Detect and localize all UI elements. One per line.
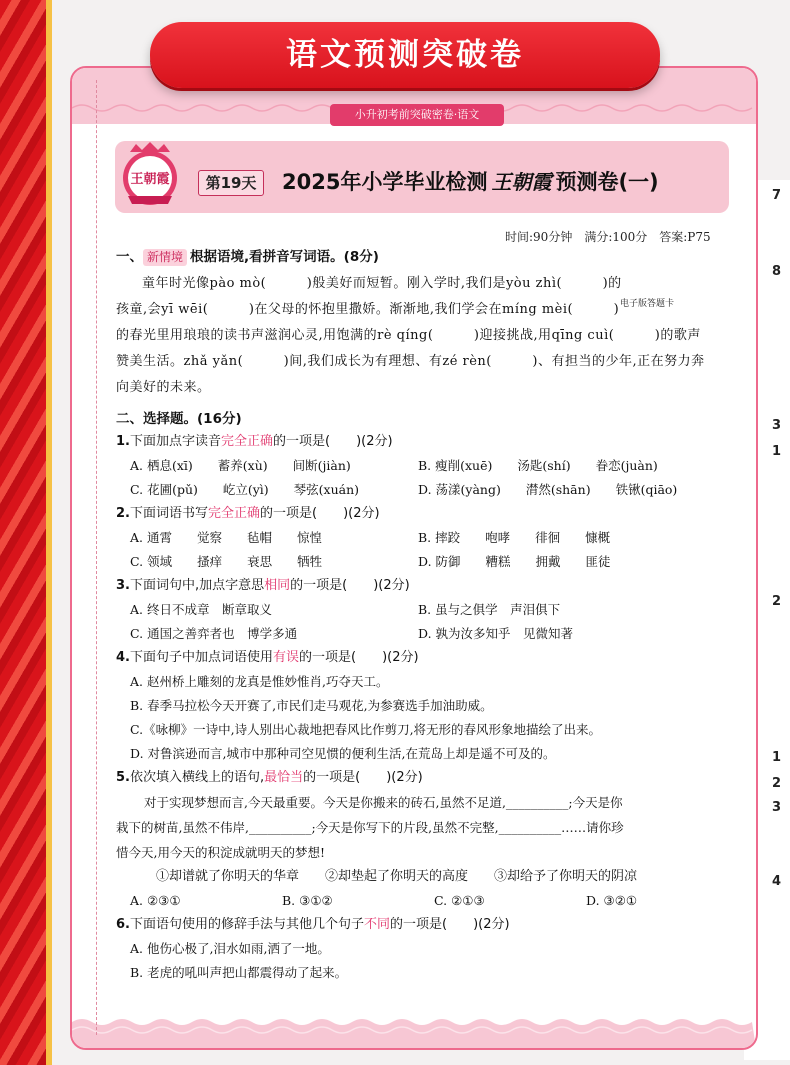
edge-char: 3 [772, 800, 782, 815]
section1-line: 孩童,会yī wēi( )在父母的怀抱里撒娇。渐渐地,我们学会在míng mèi( ) [116, 302, 620, 317]
option-row: A. 栖息(xī) 蓄养(xù) 间断(jiàn) B. 瘦削(xuē) 汤匙(shí) 眷恋(juàn) [130, 458, 658, 473]
section1-heading: 一、 新情境 根据语境,看拼音写词语。(8分) [116, 249, 379, 265]
option-line: C.《咏柳》一诗中,诗人别出心裁地把春风比作剪刀,将无形的春风形象地描绘了出来。 [130, 722, 602, 737]
section1-line: 的春光里用琅琅的读书声滋润心灵,用饱满的rè qíng( )迎接挑战,用qīng cuì( )的歌声 [116, 328, 701, 343]
question-1: 1.下面加点字读音完全正确的一项是( )(2分) [116, 434, 393, 449]
option-row: C. 通国之善弈者也 博学多通 D. 孰为汝多知乎 见微知著 [130, 626, 574, 641]
section1-line: 向美好的未来。 [116, 380, 211, 395]
title-logo: 王朝霞 [491, 170, 552, 194]
new-context-tag: 新情境 [143, 249, 187, 266]
brand-badge-logo [120, 138, 180, 210]
exam-content [116, 246, 736, 985]
option-line: D. 对鲁滨逊而言,城市中那种司空见惯的便利生活,在荒岛上却是遥不可及的。 [130, 746, 556, 761]
question-3: 3.下面词句中,加点字意思相同的一项是( )(2分) [116, 578, 410, 593]
edge-char: 4 [772, 874, 782, 889]
passage-line: 对于实现梦想而言,今天最重要。今天是你搬来的砖石,虽然不足道,__________;今天是你 [144, 795, 623, 810]
question-6: 6.下面语句使用的修辞手法与其他几个句子不同的一项是( )(2分) [116, 917, 510, 932]
title-prefix: 2025年小学毕业检测 [282, 170, 488, 194]
digital-answer-card-note: 电子版答题卡 [620, 299, 675, 309]
edge-char: 2 [772, 776, 782, 791]
option-row: A. 通霄 觉察 毡帽 惊惶 B. 摔跤 咆哮 徘徊 慷概 [130, 530, 611, 545]
option-row: C. 花圃(pǔ) 屹立(yì) 琴弦(xuán) D. 荡漾(yàng) 潸然(shān) 铁锹(qiāo) [130, 482, 678, 497]
question-2: 2.下面词语书写完全正确的一项是( )(2分) [116, 506, 380, 521]
bottom-wave-decoration [72, 1008, 756, 1048]
decorative-stripes [0, 0, 52, 1065]
section1-line: 赞美生活。zhǎ yǎn( )间,我们成长为有理想、有zé rèn( )、有担当的少年,正在努力奔 [116, 354, 705, 369]
option-line: A. 赵州桥上雕刻的龙真是惟妙惟肖,巧夺天工。 [130, 674, 389, 689]
edge-char: 1 [772, 444, 782, 459]
option-row: C. 领域 搔痒 衰思 牺牲 D. 防御 糟糕 拥戴 匪徒 [130, 554, 611, 569]
section1-line: 童年时光像pào mò( )般美好而短暂。刚入学时,我们是yòu zhì( )的 [142, 276, 622, 291]
question-5: 5.依次填入横线上的语句,最恰当的一项是( )(2分) [116, 770, 423, 785]
exam-meta: 时间:90分钟 满分:100分 答案:P75 [505, 230, 711, 244]
option-line: B. 老虎的吼叫声把山都震得动了起来。 [130, 965, 348, 980]
edge-char: 8 [772, 264, 782, 279]
edge-char: 7 [772, 188, 782, 203]
passage-line: 栽下的树苗,虽然不伟岸,__________;今天是你写下的片段,虽然不完整,__________……请你珍 [116, 820, 624, 835]
option-line: B. 春季马拉松今天开赛了,市民们走马观花,为参赛选手加油助威。 [130, 698, 493, 713]
margin-dashed-line [96, 80, 97, 1035]
edge-char: 3 [772, 418, 782, 433]
title-suffix: 预测卷(一) [555, 170, 659, 194]
passage-line: 惜今天,用今天的积淀成就明天的梦想! [116, 845, 325, 860]
exam-title [282, 166, 659, 196]
question-4: 4.下面句子中加点词语使用有误的一项是( )(2分) [116, 650, 419, 665]
series-subtitle: 小升初考前突破密卷·语文 [330, 104, 504, 126]
day-label: 第19天 [198, 170, 264, 196]
edge-char: 2 [772, 594, 782, 609]
choices-line: ①却谱就了你明天的华章 ②却垫起了你明天的高度 ③却给予了你明天的阴凉 [156, 869, 638, 884]
option-row: A. 终日不成章 断章取义 B. 虽与之俱学 声泪俱下 [130, 602, 561, 617]
option-row: A. ②③① B. ③①② C. ②①③ D. ③②① [130, 893, 638, 908]
option-line: A. 他伤心极了,泪水如雨,洒了一地。 [130, 941, 330, 956]
edge-char: 1 [772, 750, 782, 765]
badge-text: 王朝霞 [130, 172, 170, 187]
banner-title: 语文预测突破卷 [150, 22, 660, 88]
section2-heading: 二、选择题。(16分) [116, 411, 242, 427]
